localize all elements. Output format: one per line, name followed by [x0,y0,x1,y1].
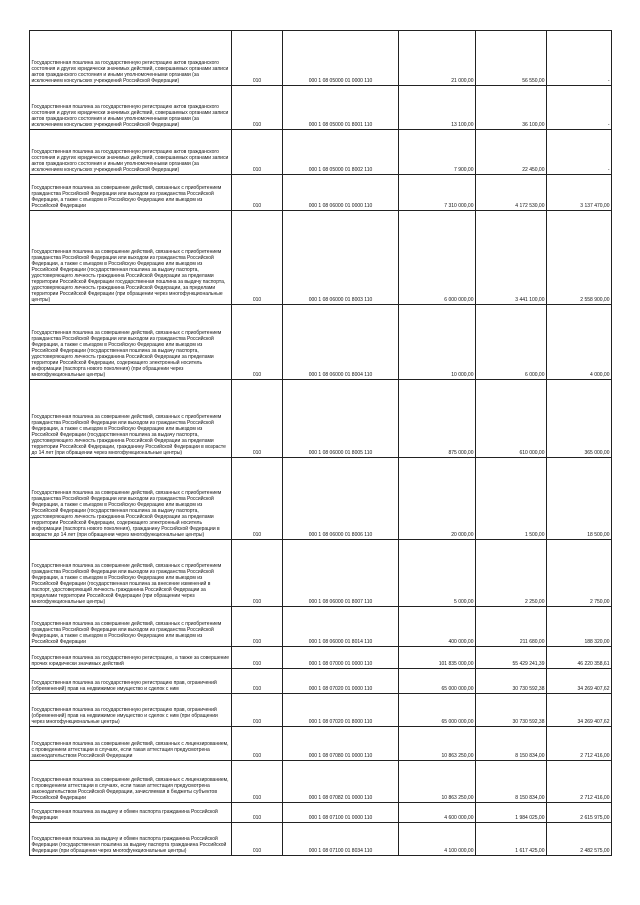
row-unexecuted: 365 000,00 [547,380,612,458]
row-name: Государственная пошлина за совершение действий, связанных с приобретением гражданства Российской Федерации или выходом из гражданства Российской Федерации, а также с въездом в Российскую Федерацию или выездом из Российской Федерации (государственная пошлина за выдачу паспорта, удостоверяющего личность гражданина Российской Федерации за пределами территории Российской Федерации, содержащего электронный носитель информации (паспорта нового поколения) (при обращении через многофункциональные центры) [31,330,222,378]
row-executed: 30 730 592,38 [476,669,547,694]
row-kbk: 000 1 08 06000 01 8004 110 [283,305,399,380]
revenue-table-body [30,31,612,856]
row-kbk: 000 1 08 07100 01 0000 110 [283,803,399,823]
row-code: 010 [232,607,283,647]
row-assigned: 101 835 000,00 [399,647,476,669]
row-name: Государственная пошлина за государственную регистрацию, а также за совершение прочих юридически значимых действий [31,655,229,667]
row-assigned: 5 000,00 [399,540,476,607]
row-unexecuted: - [547,31,612,86]
row-name: Государственная пошлина за совершение действий, связанных с приобретением гражданства Российской Федерации или выходом из гражданства Российской Федерации, а также с въездом в Российскую Федерацию или выездом из Российской Федерации [31,621,222,645]
row-name: Государственная пошлина за государственную регистрацию актов гражданского состояния и других юридически значимых действий, совершаемых органами записи актов гражданского состояния и иными уполномоченными органами (за исключением консульских учреждений Российской Федерации) [31,60,229,84]
row-unexecuted: 34 269 407,62 [547,694,612,727]
row-code: 010 [232,380,283,458]
row-code: 010 [232,803,283,823]
row-name-cell [30,31,232,86]
row-name-cell [30,175,232,211]
row-name-cell [30,130,232,175]
table-row [30,86,612,130]
table-row [30,305,612,380]
row-assigned: 7 900,00 [399,130,476,175]
table-row [30,175,612,211]
row-name: Государственная пошлина за государственную регистрацию прав, ограничений (обременений) прав на недвижимое имущество и сделок с ним [31,680,217,692]
table-row [30,694,612,727]
revenue-table [29,30,612,856]
row-kbk: 000 1 08 06000 01 8003 110 [283,211,399,305]
row-code: 010 [232,86,283,130]
row-unexecuted: 3 137 470,00 [547,175,612,211]
row-name: Государственная пошлина за государственную регистрацию актов гражданского состояния и других юридически значимых действий, совершаемых органами записи актов гражданского состояния и иными уполномоченными органами (за исключением консульских учреждений Российской Федерации) [31,149,229,173]
table-row [30,130,612,175]
row-code: 010 [232,458,283,540]
row-executed: 3 441 100,00 [476,211,547,305]
row-name: Государственная пошлина за выдачу и обмен паспорта гражданина Российской Федерации (государственная пошлина за выдачу паспорта гражданина Российской Федерации (при обращении через многофункциональные центры) [31,836,227,854]
row-name-cell [30,305,232,380]
row-executed: 610 000,00 [476,380,547,458]
row-kbk: 000 1 08 07100 01 8034 110 [283,823,399,856]
row-assigned: 4 100 000,00 [399,823,476,856]
row-executed: 55 429 241,39 [476,647,547,669]
table-row [30,761,612,803]
row-unexecuted: 4 000,00 [547,305,612,380]
row-kbk: 000 1 08 06000 01 8014 110 [283,607,399,647]
row-code: 010 [232,647,283,669]
row-name-cell [30,727,232,761]
row-kbk: 000 1 08 06000 01 8007 110 [283,540,399,607]
row-executed: 8 150 834,00 [476,761,547,803]
row-executed: 6 000,00 [476,305,547,380]
row-unexecuted: 2 712 416,00 [547,727,612,761]
row-name-cell [30,380,232,458]
row-name-cell [30,647,232,669]
row-name-cell [30,803,232,823]
row-unexecuted: 2 750,00 [547,540,612,607]
row-assigned: 20 000,00 [399,458,476,540]
row-kbk: 000 1 08 07082 01 0000 110 [283,761,399,803]
row-unexecuted: 2 482 575,00 [547,823,612,856]
row-unexecuted: - [547,130,612,175]
row-unexecuted: 188 320,00 [547,607,612,647]
row-name: Государственная пошлина за совершение действий, связанных с приобретением гражданства Российской Федерации или выходом из гражданства Российской Федерации, а также с въездом в Российскую Федерацию или выездом из Российской Федерации [31,185,222,209]
row-name-cell [30,669,232,694]
row-assigned: 65 000 000,00 [399,694,476,727]
row-name-cell [30,211,232,305]
table-row [30,540,612,607]
row-unexecuted: 46 220 358,61 [547,647,612,669]
row-assigned: 875 000,00 [399,380,476,458]
table-row [30,727,612,761]
row-executed: 1 500,00 [476,458,547,540]
row-name-cell [30,694,232,727]
row-kbk: 000 1 08 07020 01 8000 110 [283,694,399,727]
row-assigned: 4 600 000,00 [399,803,476,823]
row-executed: 36 100,00 [476,86,547,130]
table-row [30,669,612,694]
row-executed: 56 550,00 [476,31,547,86]
row-name-cell [30,823,232,856]
row-kbk: 000 1 08 07080 01 0000 110 [283,727,399,761]
row-code: 010 [232,669,283,694]
row-code: 010 [232,130,283,175]
row-assigned: 400 000,00 [399,607,476,647]
row-assigned: 21 000,00 [399,31,476,86]
row-kbk: 000 1 08 06000 01 0000 110 [283,175,399,211]
row-code: 010 [232,31,283,86]
row-kbk: 000 1 08 05000 01 0000 110 [283,31,399,86]
row-executed: 22 450,00 [476,130,547,175]
row-unexecuted: - [547,86,612,130]
row-kbk: 000 1 08 06000 01 8005 110 [283,380,399,458]
table-row [30,211,612,305]
row-assigned: 65 000 000,00 [399,669,476,694]
row-kbk: 000 1 08 07020 01 0000 110 [283,669,399,694]
row-unexecuted: 2 712 416,00 [547,761,612,803]
row-kbk: 000 1 08 06000 01 8006 110 [283,458,399,540]
row-assigned: 7 310 000,00 [399,175,476,211]
row-code: 010 [232,175,283,211]
row-executed: 211 680,00 [476,607,547,647]
row-name: Государственная пошлина за государственную регистрацию прав, ограничений (обременений) прав на недвижимое имущество и сделок с ним (при обращении через многофункциональные центры) [31,707,218,725]
row-name: Государственная пошлина за государственную регистрацию актов гражданского состояния и других юридически значимых действий, совершаемых органами записи актов гражданского состояния и иными уполномоченными органами (за исключением консульских учреждений Российской Федерации) [31,104,229,128]
row-assigned: 10 863 250,00 [399,727,476,761]
row-kbk: 000 1 08 07000 01 0000 110 [283,647,399,669]
table-row [30,607,612,647]
row-assigned: 6 000 000,00 [399,211,476,305]
row-executed: 4 172 530,00 [476,175,547,211]
row-assigned: 10 000,00 [399,305,476,380]
row-name-cell [30,458,232,540]
row-name: Государственная пошлина за совершение действий, связанных с лицензированием, с проведением аттестации в случаях, если такая аттестация предусмотрена законодательством Российской Федерации, зачисляемая в бюджеты субъектов Российской Федерации [31,777,229,801]
row-assigned: 10 863 250,00 [399,761,476,803]
row-unexecuted: 2 558 900,00 [547,211,612,305]
row-executed: 2 250,00 [476,540,547,607]
row-unexecuted: 18 500,00 [547,458,612,540]
row-name-cell [30,540,232,607]
row-name: Государственная пошлина за совершение действий, связанных с приобретением гражданства Российской Федерации или выходом из гражданства Российской Федерации, а также с въездом в Российскую Федерацию или выездом из Российской Федерации (государственная пошлина за выдачу паспорта, удостоверяющего личность гражданина Российской Федерации за пределами территории Российской Федерации, содержащего электронный носитель информации (паспорта нового поколения), гражданину Российской Федерации в возрасте до 14 лет (при обращении через многофункциональные центры) [31,490,222,538]
row-name: Государственная пошлина за совершение действий, связанных с приобретением гражданства Российской Федерации или выходом из гражданства Российской Федерации, а также с въездом в Российскую Федерацию или выездом из Российской Федерации (государственная пошлина за внесение изменений в паспорт, удостоверяющий личность гражданина Российской Федерации за пределами территории Российской Федерации (при обращении через многофункциональные центры) [31,563,222,605]
row-unexecuted: 2 615 975,00 [547,803,612,823]
row-code: 010 [232,823,283,856]
row-name: Государственная пошлина за совершение действий, связанных с приобретением гражданства Российской Федерации или выходом из гражданства Российской Федерации, а также с въездом в Российскую Федерацию или выездом из Российской Федерации (государственная пошлина за выдачу паспорта, удостоверяющего личность гражданина Российской Федерации за пределами территории Российской Федерации, гражданину Российской Федерации в возрасте до 14 лет (при обращении через многофункциональные центры) [31,414,226,456]
table-row [30,380,612,458]
row-name-cell [30,86,232,130]
table-row [30,823,612,856]
row-executed: 1 617 425,00 [476,823,547,856]
row-name: Государственная пошлина за совершение действий, связанных с лицензированием, с проведением аттестации в случаях, если такая аттестация предусмотрена законодательством Российской Федерации [31,741,229,759]
row-kbk: 000 1 08 05000 01 8001 110 [283,86,399,130]
row-executed: 30 730 592,38 [476,694,547,727]
row-code: 010 [232,761,283,803]
row-name-cell [30,761,232,803]
row-code: 010 [232,727,283,761]
table-row [30,31,612,86]
row-name: Государственная пошлина за выдачу и обмен паспорта гражданина Российской Федерации [31,809,218,821]
row-executed: 8 150 834,00 [476,727,547,761]
row-code: 010 [232,540,283,607]
table-row [30,647,612,669]
table-row [30,458,612,540]
row-unexecuted: 34 269 407,62 [547,669,612,694]
row-code: 010 [232,694,283,727]
row-code: 010 [232,305,283,380]
row-kbk: 000 1 08 05000 01 8002 110 [283,130,399,175]
row-name: Государственная пошлина за совершение действий, связанных с приобретением гражданства Российской Федерации или выходом из гражданства Российской Федерации, а также с въездом в Российскую Федерацию или выездом из Российской Федерации (государственная пошлина за выдачу паспорта, удостоверяющего личность гражданина Российской Федерации за пределами территории Российской Федерации государственная пошлина за выдачу паспорта, удостоверяющего личность гражданина Российской Федерации, за пределами территории Российской Федерации (при обращении через многофункциональные центры) [31,249,226,303]
table-row [30,803,612,823]
row-name-cell [30,607,232,647]
row-assigned: 13 100,00 [399,86,476,130]
row-executed: 1 984 025,00 [476,803,547,823]
row-code: 010 [232,211,283,305]
